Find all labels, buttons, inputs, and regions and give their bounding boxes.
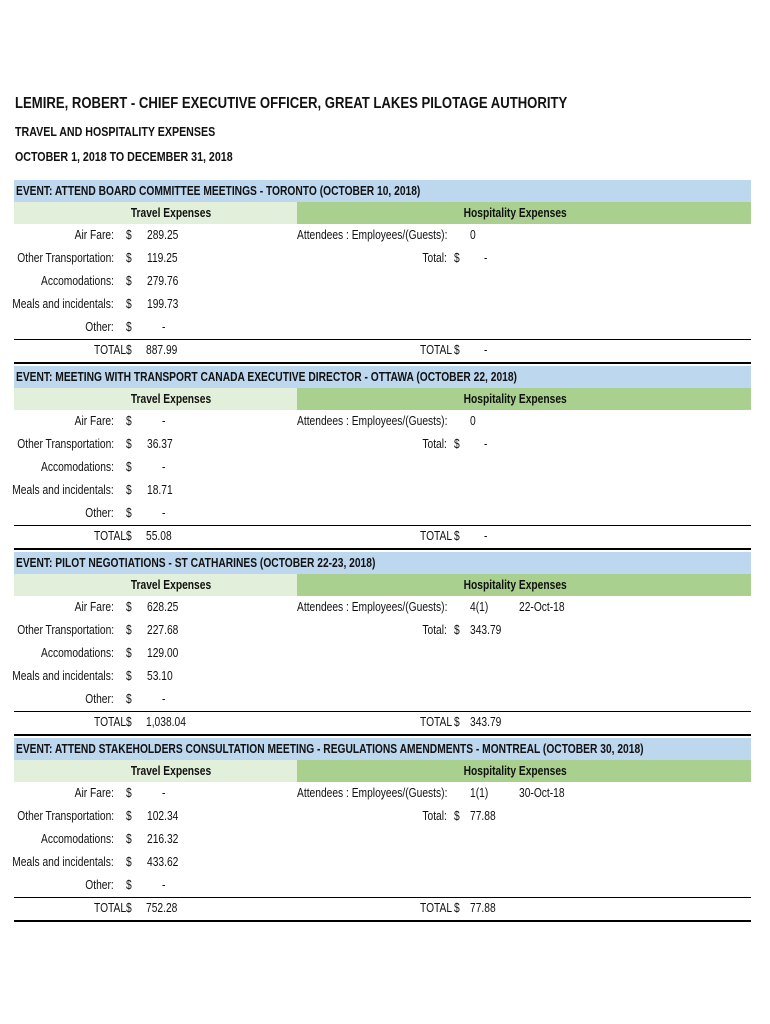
currency-symbol-text: $	[126, 483, 132, 497]
accomodations-amount-text: 279.76	[147, 274, 179, 288]
section-headers	[14, 760, 751, 782]
currency-symbol	[126, 526, 133, 546]
air-fare-amount	[147, 225, 207, 245]
accomodations-amount	[162, 457, 166, 477]
other-row	[14, 503, 751, 523]
meals-and-incidentals-label	[0, 666, 114, 686]
other-amount	[162, 875, 166, 895]
currency-symbol	[454, 806, 461, 826]
hospitality-total-amount	[484, 248, 488, 268]
other-transportation-row	[14, 620, 751, 640]
expense-rows	[14, 782, 751, 897]
hospitality-expenses-header	[297, 574, 751, 596]
attendees-count-text: 4(1)	[470, 600, 489, 614]
hospitality-expenses-header	[297, 760, 751, 782]
meals-and-incidentals-label-text: Meals and incidentals:	[12, 669, 114, 683]
currency-symbol-text: $	[454, 623, 460, 637]
hospitality-expenses-header	[297, 202, 751, 224]
hospitality-expenses-header	[297, 388, 751, 410]
other-amount	[162, 317, 166, 337]
hospitality-grand-total-label-text: TOTAL	[420, 343, 453, 357]
currency-symbol	[454, 898, 461, 918]
accomodations-label	[25, 829, 114, 849]
travel-expenses-header-text: Travel Expenses	[130, 764, 211, 778]
air-fare-row	[14, 783, 751, 803]
currency-symbol-text: $	[126, 274, 132, 288]
air-fare-amount	[162, 783, 166, 803]
air-fare-label-text: Air Fare:	[74, 600, 114, 614]
currency-symbol-text: $	[126, 228, 132, 242]
currency-symbol-text: $	[126, 297, 132, 311]
currency-symbol-text: $	[126, 600, 132, 614]
other-transportation-row	[14, 434, 751, 454]
currency-symbol	[126, 317, 133, 337]
attendees-count	[470, 225, 477, 245]
hospitality-grand-total-amount	[484, 340, 488, 360]
air-fare-label	[66, 783, 114, 803]
hospitality-grand-total-label-text: TOTAL	[420, 715, 453, 729]
other-amount-text: -	[162, 506, 166, 520]
event-title-text: EVENT: ATTEND STAKEHOLDERS CONSULTATION MEETING - REGULATIONS AMENDMENTS - MONTREAL (OCTOBER 30, 2018)	[16, 742, 644, 756]
currency-symbol	[126, 712, 133, 732]
other-amount	[162, 503, 166, 523]
currency-symbol	[126, 480, 133, 500]
totals-row	[14, 711, 751, 736]
currency-symbol	[126, 503, 133, 523]
air-fare-amount-text: -	[162, 414, 166, 428]
other-label	[79, 875, 114, 895]
currency-symbol-text: $	[126, 878, 132, 892]
hospitality-grand-total-amount-text: 343.79	[470, 715, 502, 729]
currency-symbol-text: $	[126, 343, 132, 357]
currency-symbol-text: $	[126, 623, 132, 637]
attendees-label	[264, 411, 447, 431]
expense-rows	[14, 596, 751, 711]
event-title	[14, 552, 751, 574]
currency-symbol-text: $	[126, 251, 132, 265]
currency-symbol	[126, 898, 133, 918]
hospitality-grand-total-amount-text: -	[484, 529, 488, 543]
currency-symbol	[126, 411, 133, 431]
meals-and-incidentals-label-text: Meals and incidentals:	[12, 483, 114, 497]
other-transportation-label	[0, 806, 114, 826]
other-transportation-amount-text: 36.37	[147, 437, 173, 451]
hospitality-expenses-header-text: Hospitality Expenses	[463, 392, 567, 406]
currency-symbol-text: $	[126, 901, 132, 915]
currency-symbol	[126, 875, 133, 895]
travel-total-label-text: TOTAL	[94, 715, 127, 729]
meals-and-incidentals-row	[14, 480, 751, 500]
accomodations-row	[14, 829, 751, 849]
travel-total-amount	[146, 898, 184, 918]
hospitality-grand-total-amount	[470, 898, 501, 918]
meals-and-incidentals-amount	[147, 480, 207, 500]
air-fare-amount-text: 289.25	[147, 228, 179, 242]
other-label	[79, 503, 114, 523]
meals-and-incidentals-row	[14, 294, 751, 314]
currency-symbol	[126, 248, 133, 268]
accomodations-label-text: Accomodations:	[41, 460, 114, 474]
meals-and-incidentals-label	[0, 480, 114, 500]
report-title	[15, 95, 689, 113]
other-transportation-amount-text: 227.68	[147, 623, 179, 637]
travel-total-label-text: TOTAL	[94, 343, 127, 357]
expense-rows	[14, 410, 751, 525]
meals-and-incidentals-label	[0, 852, 114, 872]
other-row	[14, 317, 751, 337]
attendees-label-text: Attendees : Employees/(Guests):	[296, 414, 447, 428]
event-title	[14, 738, 751, 760]
report-period-text: OCTOBER 1, 2018 TO DECEMBER 31, 2018	[15, 149, 233, 164]
travel-expenses-header	[14, 202, 297, 224]
accomodations-label-text: Accomodations:	[41, 274, 114, 288]
attendees-date	[519, 597, 575, 617]
attendees-label	[264, 225, 447, 245]
currency-symbol-text: $	[126, 414, 132, 428]
hospitality-total-amount-text: -	[484, 437, 488, 451]
travel-expenses-header-text: Travel Expenses	[130, 392, 211, 406]
other-transportation-label	[0, 248, 114, 268]
currency-symbol-text: $	[126, 786, 132, 800]
travel-total-amount	[146, 340, 184, 360]
air-fare-row	[14, 597, 751, 617]
other-amount-text: -	[162, 320, 166, 334]
air-fare-row	[14, 411, 751, 431]
hospitality-total-label-text: Total:	[422, 623, 447, 637]
travel-expenses-header	[14, 760, 297, 782]
currency-symbol-text: $	[126, 506, 132, 520]
accomodations-row	[14, 457, 751, 477]
currency-symbol	[454, 248, 461, 268]
accomodations-label	[25, 457, 114, 477]
currency-symbol	[126, 597, 133, 617]
air-fare-label	[66, 597, 114, 617]
hospitality-total-label	[417, 806, 447, 826]
currency-symbol-text: $	[126, 460, 132, 474]
event-block	[14, 738, 751, 922]
accomodations-row	[14, 643, 751, 663]
hospitality-total-amount-text: 77.88	[470, 809, 496, 823]
hospitality-total-amount	[484, 434, 488, 454]
currency-symbol-text: $	[126, 692, 132, 706]
currency-symbol	[126, 294, 133, 314]
currency-symbol-text: $	[126, 646, 132, 660]
currency-symbol-text: $	[454, 437, 460, 451]
hospitality-total-amount-text: 343.79	[470, 623, 502, 637]
hospitality-expenses-header-text: Hospitality Expenses	[463, 206, 567, 220]
attendees-count	[470, 597, 492, 617]
meals-and-incidentals-amount	[147, 294, 207, 314]
meals-and-incidentals-amount-text: 18.71	[147, 483, 173, 497]
accomodations-amount-text: -	[162, 460, 166, 474]
other-transportation-label-text: Other Transportation:	[17, 809, 114, 823]
meals-and-incidentals-label	[0, 294, 114, 314]
attendees-label-text: Attendees : Employees/(Guests):	[296, 600, 447, 614]
other-label-text: Other:	[85, 320, 114, 334]
other-transportation-row	[14, 806, 751, 826]
currency-symbol	[126, 434, 133, 454]
other-transportation-amount	[147, 620, 207, 640]
currency-symbol	[126, 666, 133, 686]
other-transportation-amount-text: 119.25	[147, 251, 178, 265]
hospitality-grand-total-amount-text: -	[484, 343, 488, 357]
attendees-label-text: Attendees : Employees/(Guests):	[296, 228, 447, 242]
other-amount-text: -	[162, 878, 166, 892]
hospitality-total-amount	[470, 806, 501, 826]
currency-symbol-text: $	[126, 715, 132, 729]
air-fare-amount-text: 628.25	[147, 600, 179, 614]
currency-symbol-text: $	[126, 669, 132, 683]
event-block	[14, 366, 751, 550]
currency-symbol	[126, 340, 133, 360]
other-amount-text: -	[162, 692, 166, 706]
meals-and-incidentals-row	[14, 666, 751, 686]
accomodations-label-text: Accomodations:	[41, 832, 114, 846]
other-transportation-amount	[147, 434, 207, 454]
travel-expenses-header-text: Travel Expenses	[130, 578, 211, 592]
travel-total-label-text: TOTAL	[94, 901, 127, 915]
other-label	[79, 689, 114, 709]
event-title	[14, 180, 751, 202]
currency-symbol	[126, 271, 133, 291]
other-transportation-label-text: Other Transportation:	[17, 437, 114, 451]
currency-symbol	[126, 620, 133, 640]
currency-symbol	[126, 806, 133, 826]
accomodations-label-text: Accomodations:	[41, 646, 114, 660]
attendees-count-text: 0	[470, 414, 476, 428]
currency-symbol	[454, 712, 461, 732]
travel-total-amount	[146, 526, 177, 546]
event-title-text: EVENT: PILOT NEGOTIATIONS - ST CATHARINES (OCTOBER 22-23, 2018)	[16, 556, 376, 570]
attendees-count-text: 1(1)	[470, 786, 489, 800]
currency-symbol-text: $	[126, 832, 132, 846]
meals-and-incidentals-amount-text: 199.73	[147, 297, 179, 311]
section-headers	[14, 202, 751, 224]
travel-total-amount-text: 1,038.04	[146, 715, 186, 729]
air-fare-label	[66, 225, 114, 245]
air-fare-label	[66, 411, 114, 431]
meals-and-incidentals-label-text: Meals and incidentals:	[12, 855, 114, 869]
report-period	[15, 149, 280, 164]
meals-and-incidentals-amount	[147, 666, 207, 686]
currency-symbol-text: $	[126, 809, 132, 823]
accomodations-row	[14, 271, 751, 291]
attendees-label-text: Attendees : Employees/(Guests):	[296, 786, 447, 800]
travel-expenses-header-text: Travel Expenses	[130, 206, 211, 220]
attendees-label	[264, 597, 447, 617]
attendees-count-text: 0	[470, 228, 476, 242]
hospitality-total-label	[417, 248, 447, 268]
attendees-count	[470, 783, 492, 803]
meals-and-incidentals-amount-text: 433.62	[147, 855, 179, 869]
air-fare-amount	[162, 411, 166, 431]
other-label-text: Other:	[85, 878, 114, 892]
other-label	[79, 317, 114, 337]
hospitality-grand-total-label-text: TOTAL	[420, 529, 453, 543]
currency-symbol-text: $	[454, 529, 460, 543]
travel-expenses-header	[14, 574, 297, 596]
event-title-text: EVENT: ATTEND BOARD COMMITTEE MEETINGS - TORONTO (OCTOBER 10, 2018)	[16, 184, 421, 198]
hospitality-total-label	[417, 434, 447, 454]
other-transportation-row	[14, 248, 751, 268]
section-headers	[14, 574, 751, 596]
accomodations-label	[25, 271, 114, 291]
report-subtitle-text: TRAVEL AND HOSPITALITY EXPENSES	[15, 124, 216, 139]
travel-total-amount-text: 887.99	[146, 343, 178, 357]
event-block	[14, 180, 751, 364]
currency-symbol	[454, 620, 461, 640]
other-amount	[162, 689, 166, 709]
hospitality-total-label-text: Total:	[422, 437, 447, 451]
totals-row	[14, 897, 751, 922]
attendees-count	[470, 411, 477, 431]
accomodations-amount	[147, 271, 207, 291]
other-transportation-label	[0, 434, 114, 454]
hospitality-total-amount-text: -	[484, 251, 488, 265]
hospitality-total-amount	[470, 620, 508, 640]
currency-symbol	[126, 783, 133, 803]
accomodations-amount	[147, 829, 207, 849]
totals-row	[14, 339, 751, 364]
currency-symbol	[126, 829, 133, 849]
currency-symbol-text: $	[454, 343, 460, 357]
meals-and-incidentals-row	[14, 852, 751, 872]
accomodations-amount	[147, 643, 207, 663]
travel-expenses-header	[14, 388, 297, 410]
meals-and-incidentals-label-text: Meals and incidentals:	[12, 297, 114, 311]
other-label-text: Other:	[85, 506, 114, 520]
travel-total-amount	[146, 712, 195, 732]
other-row	[14, 689, 751, 709]
hospitality-expenses-header-text: Hospitality Expenses	[463, 578, 567, 592]
accomodations-amount-text: 216.32	[147, 832, 179, 846]
air-fare-row	[14, 225, 751, 245]
currency-symbol	[126, 689, 133, 709]
currency-symbol-text: $	[126, 855, 132, 869]
attendees-date-text: 30-Oct-18	[519, 786, 565, 800]
meals-and-incidentals-amount	[147, 852, 207, 872]
air-fare-label-text: Air Fare:	[74, 414, 114, 428]
report-subtitle	[15, 124, 259, 139]
currency-symbol-text: $	[454, 251, 460, 265]
accomodations-label	[25, 643, 114, 663]
air-fare-amount	[147, 597, 207, 617]
attendees-label	[264, 783, 447, 803]
currency-symbol	[126, 457, 133, 477]
totals-row	[14, 525, 751, 550]
other-transportation-amount	[147, 806, 207, 826]
expense-rows	[14, 224, 751, 339]
currency-symbol-text: $	[126, 437, 132, 451]
currency-symbol-text: $	[126, 529, 132, 543]
air-fare-label-text: Air Fare:	[74, 228, 114, 242]
currency-symbol	[454, 526, 461, 546]
other-transportation-amount	[147, 248, 207, 268]
other-transportation-label	[0, 620, 114, 640]
currency-symbol	[126, 225, 133, 245]
meals-and-incidentals-amount-text: 53.10	[147, 669, 173, 683]
currency-symbol	[454, 434, 461, 454]
currency-symbol	[126, 643, 133, 663]
currency-symbol	[126, 852, 133, 872]
accomodations-amount-text: 129.00	[147, 646, 179, 660]
hospitality-grand-total-amount	[484, 526, 488, 546]
currency-symbol	[454, 340, 461, 360]
event-title	[14, 366, 751, 388]
travel-total-amount-text: 55.08	[146, 529, 172, 543]
travel-total-label-text: TOTAL	[94, 529, 127, 543]
event-title-text: EVENT: MEETING WITH TRANSPORT CANADA EXECUTIVE DIRECTOR - OTTAWA (OCTOBER 22, 2018)	[16, 370, 517, 384]
other-transportation-label-text: Other Transportation:	[17, 251, 114, 265]
currency-symbol-text: $	[454, 715, 460, 729]
attendees-date	[519, 783, 575, 803]
other-row	[14, 875, 751, 895]
other-label-text: Other:	[85, 692, 114, 706]
currency-symbol-text: $	[454, 809, 460, 823]
hospitality-grand-total-amount	[470, 712, 508, 732]
currency-symbol-text: $	[454, 901, 460, 915]
air-fare-label-text: Air Fare:	[74, 786, 114, 800]
travel-total-amount-text: 752.28	[146, 901, 178, 915]
air-fare-amount-text: -	[162, 786, 166, 800]
event-block	[14, 552, 751, 736]
currency-symbol-text: $	[126, 320, 132, 334]
hospitality-total-label-text: Total:	[422, 809, 447, 823]
hospitality-grand-total-amount-text: 77.88	[470, 901, 496, 915]
hospitality-total-label	[417, 620, 447, 640]
report-title-text: LEMIRE, ROBERT - CHIEF EXECUTIVE OFFICER, GREAT LAKES PILOTAGE AUTHORITY	[15, 95, 568, 112]
hospitality-expenses-header-text: Hospitality Expenses	[463, 764, 567, 778]
section-headers	[14, 388, 751, 410]
hospitality-total-label-text: Total:	[422, 251, 447, 265]
other-transportation-amount-text: 102.34	[147, 809, 179, 823]
attendees-date-text: 22-Oct-18	[519, 600, 565, 614]
other-transportation-label-text: Other Transportation:	[17, 623, 114, 637]
hospitality-grand-total-label-text: TOTAL	[420, 901, 453, 915]
